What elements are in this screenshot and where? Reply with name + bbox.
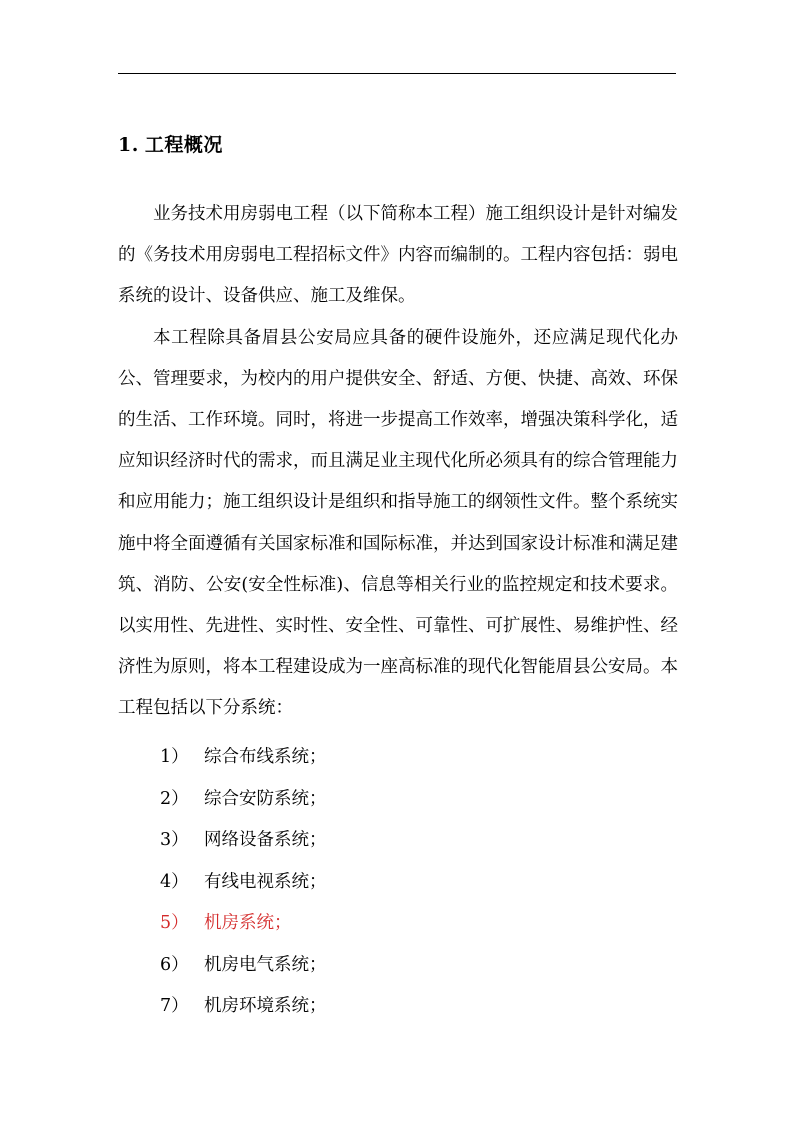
list-label: 网络设备系统； (204, 830, 327, 850)
section-title: 工程概况 (144, 134, 223, 156)
list-label: 机房系统； (204, 913, 292, 933)
list-marker: 2） (160, 788, 189, 809)
list-item (160, 820, 327, 862)
list-label: 综合安防系统； (204, 788, 327, 809)
list-label: 综合布线系统； (204, 747, 327, 767)
list-item-highlighted (160, 903, 327, 945)
list-marker: 4） (160, 871, 189, 892)
list-item (160, 862, 327, 904)
header-rule (118, 73, 676, 74)
systems-list (160, 737, 327, 1028)
list-item (160, 737, 327, 779)
section-heading (118, 130, 223, 157)
list-marker: 1） (160, 747, 189, 767)
list-label: 机房电气系统； (204, 954, 327, 975)
list-marker: 7） (160, 996, 189, 1016)
paragraph-requirements: 本工程除具备眉县公安局应具备的硬件设施外，还应满足现代化办公、管理要求，为校内的用户提供安全、舒适、方便、快捷、高效、环保的生活、工作环境。同时，将进一步提高工作效率，增强决策科学化，适应知识经济时代的需求，而且满足业主现代化所必须具有的综合管理能力和应用能力；施工组织设计是组织和指导施工的纲领性文件。整个系统实施中将全面遵循有关国家标准和国际标准，并达到国家设计标准和满足建筑、消防、公安(安全性标准)、信息等相关行业的监控规定和技术要求。以实用性、先进性、实时性、安全性、可靠性、可扩展性、易维护性、经济性为原则，将本工程建设成为一座高标准的现代化智能眉县公安局。本工程包括以下分系统： (118, 327, 678, 719)
list-marker: 5） (160, 913, 189, 933)
body-text (118, 194, 678, 730)
list-item (160, 986, 327, 1028)
paragraph-intro: 业务技术用房弱电工程（以下简称本工程）施工组织设计是针对编发的《务技术用房弱电工程招标文件》内容而编制的。工程内容包括：弱电系统的设计、设备供应、施工及维保。 (118, 204, 678, 307)
list-label: 机房环境系统； (204, 996, 327, 1016)
list-item (160, 779, 327, 821)
list-marker: 6） (160, 954, 189, 975)
section-number: 1. (118, 134, 139, 156)
list-marker: 3） (160, 830, 189, 850)
list-label: 有线电视系统； (204, 871, 327, 892)
list-item (160, 945, 327, 987)
